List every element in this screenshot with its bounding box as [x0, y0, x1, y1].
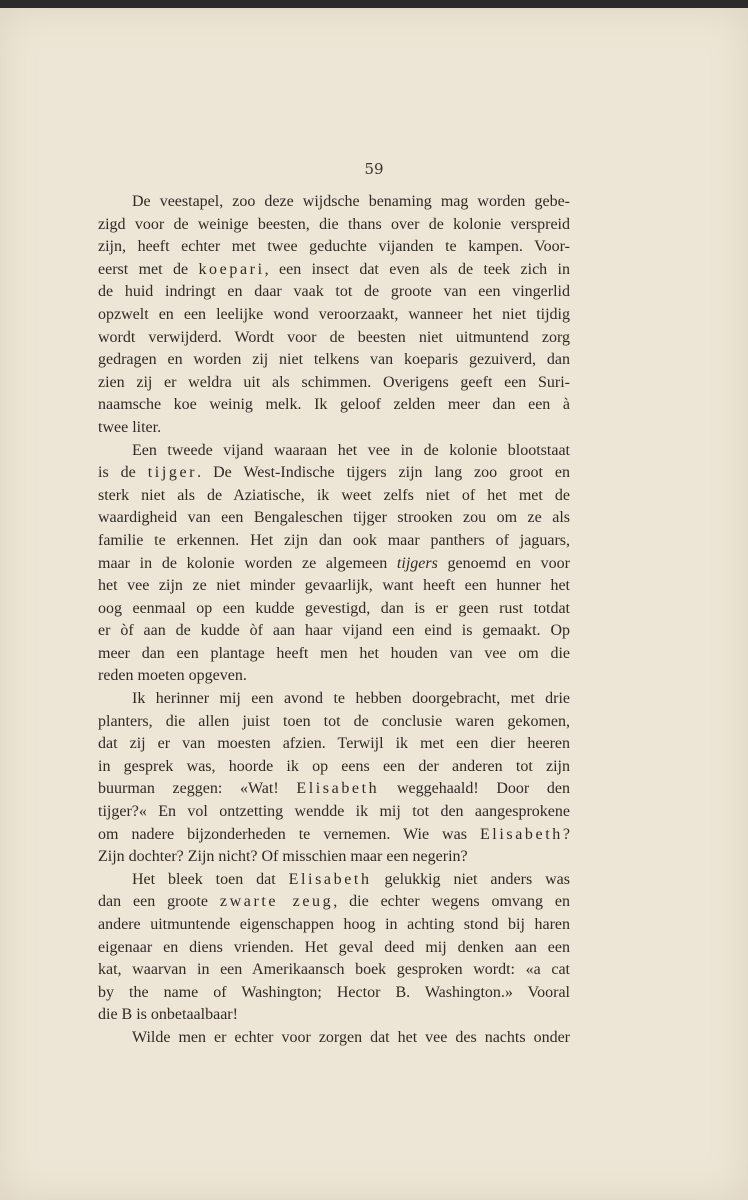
text-line: eerst met de koepari, een insect dat even als de teek zich in [98, 260, 571, 278]
text-line: is de tijger. De West-Indische tijgers zijn lang zoo groot en [98, 464, 570, 482]
text-line: naamsche koe weinig melk. Ik geloof zelden meer dan een à [98, 396, 570, 414]
text-line: tijger?« En vol ontzetting wendde ik mij tot den aangesprokene [98, 803, 570, 821]
text-line: Een tweede vijand waaraan het vee in de kolonie blootstaat [132, 441, 570, 459]
text-line: reden moeten opgeven. [98, 667, 247, 685]
text-line: zien zij er weldra uit als schimmen. Overigens geeft een Suri- [98, 373, 570, 391]
spaced-term: zwarte zeug [219, 893, 334, 911]
spaced-term: Elisabeth [296, 780, 380, 798]
text-line: om nadere bijzonderheden te vernemen. Wie was Elisabeth? [98, 825, 570, 843]
italic-term: tijgers [396, 554, 438, 572]
text-line: de huid indringt en daar vaak tot de groote van een vingerlid [98, 283, 570, 301]
page-number: 59 [364, 160, 384, 178]
text-line: Zijn dochter? Zijn nicht? Of misschien maar een negerin? [98, 848, 468, 866]
text-line: andere uitmuntende eigenschappen hoog in achting stond bij haren [98, 916, 570, 933]
spaced-term: Elisabeth [479, 825, 563, 843]
text-line: Het bleek toen dat Elisabeth gelukkig niet anders was [132, 870, 571, 888]
text-line: waardigheid van een Bengaleschen tijger strooken zou om ze als [98, 509, 570, 527]
text-line: zigd voor de weinige beesten, die thans over de kolonie verspreid [98, 215, 570, 233]
text-line: wordt verwijderd. Wordt voor de beesten niet uitmuntend zorg [98, 328, 570, 346]
text-line: maar in de kolonie worden ze algemeen tijgers genoemd en voor [98, 554, 570, 572]
text-line: zijn, heeft echter met twee geduchte vijanden te kampen. Voor- [98, 238, 570, 256]
text-line: er òf aan de kudde òf aan haar vijand een eind is gemaakt. Op [98, 622, 570, 640]
text-line: dan een groote zwarte zeug, die echter wegens omvang en [98, 893, 570, 911]
text-line: buurman zeggen: «Wat! Elisabeth weggehaald! Door den [98, 780, 571, 798]
spaced-term: Elisabeth [288, 870, 372, 888]
spaced-term: tijger [147, 464, 198, 482]
text-line: planters, die allen juist toen tot de conclusie waren gekomen, [98, 712, 570, 730]
text-line: in gesprek was, hoorde ik op eens een der anderen tot zijn [98, 757, 570, 775]
text-line: sterk niet als de Aziatische, ik weet zelfs niet of het met de [98, 486, 570, 504]
text-line: Ik herinner mij een avond te hebben doorgebracht, met drie [132, 690, 570, 708]
text-line: Wilde men er echter voor zorgen dat het vee des nachts onder [132, 1028, 570, 1046]
book-page [0, 8, 748, 1200]
text-line: meer dan een plantage heeft men het houden van vee om die [98, 644, 570, 662]
text-line: twee liter. [98, 418, 162, 436]
text-line: gedragen en worden zij niet telkens van koeparis gezuiverd, dan [98, 351, 570, 369]
text-line: opzwelt en een leelijke wond veroorzaakt, wanneer het niet tijdig [98, 305, 570, 323]
text-line: by the name of Washington; Hector B. Washington.» Vooral [98, 983, 570, 1001]
text-line: familie te erkennen. Het zijn dan ook maar panthers of jaguars, [98, 531, 570, 549]
text-line: eigenaar en diens vrienden. Het geval deed mij denken aan een [98, 938, 570, 956]
text-line: dat zij er van moesten afzien. Terwijl ik met een dier heeren [98, 735, 570, 753]
text-line: die B is onbetaalbaar! [98, 1006, 238, 1024]
text-line: De veestapel, zoo deze wijdsche benaming mag worden gebe- [132, 193, 570, 210]
body-text [98, 191, 570, 1050]
text-line: het vee zijn ze niet minder gevaarlijk, want heeft een hunner het [98, 577, 570, 595]
spaced-term: koepari [198, 260, 265, 278]
text-line: kat, waarvan in een Amerikaansch boek gesproken wordt: «a cat [98, 961, 570, 979]
text-line: oog eenmaal op een kudde gevestigd, dan is er geen rust totdat [98, 599, 570, 617]
